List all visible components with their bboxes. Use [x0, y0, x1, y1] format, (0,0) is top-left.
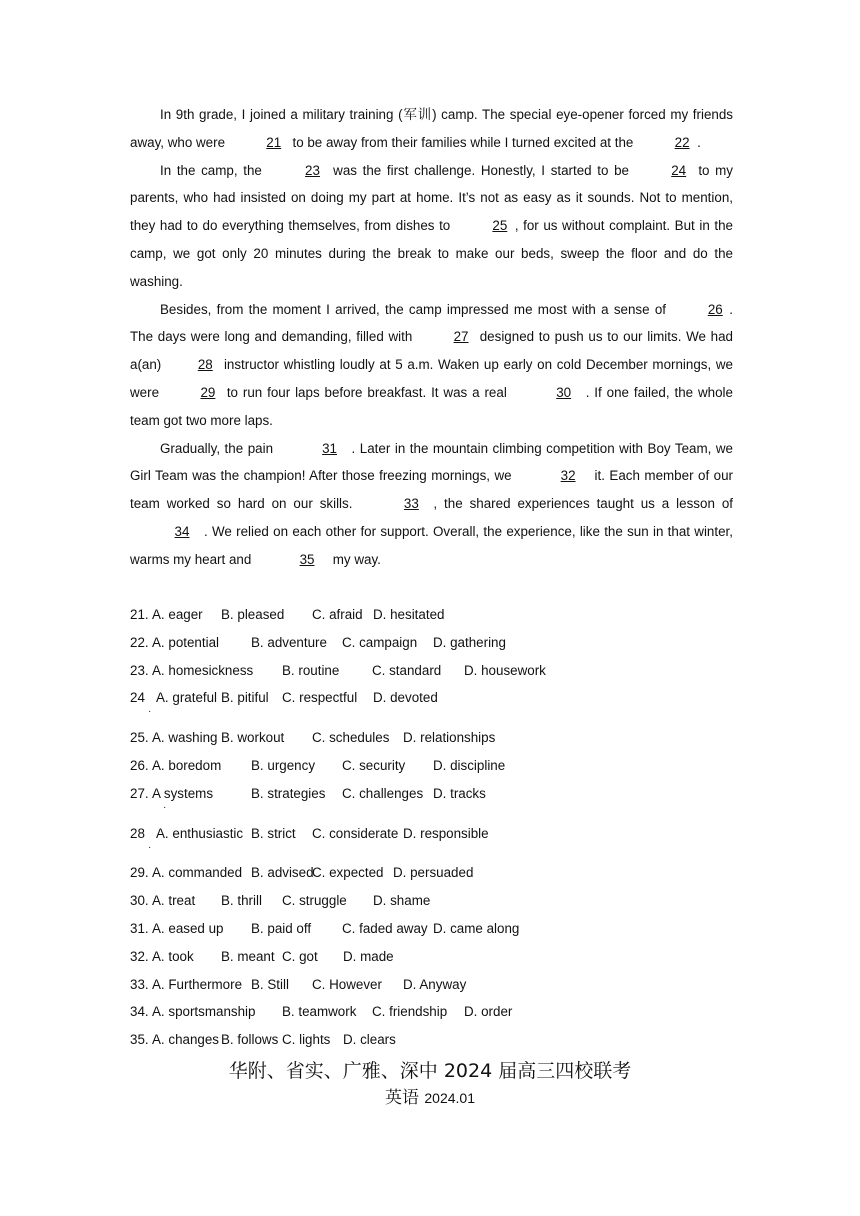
- option-a: A. commanded: [152, 865, 243, 881]
- question-number: 33.: [130, 976, 149, 992]
- blank-34: 34: [174, 523, 190, 539]
- option-a: A. potential: [152, 634, 219, 650]
- blank-32: 32: [560, 468, 576, 484]
- option-b: B. strict: [251, 825, 296, 841]
- option-a: A. took: [152, 948, 194, 964]
- option-c: C. considerate: [312, 825, 399, 841]
- options-list: [130, 601, 750, 1054]
- option-b: B. pleased: [221, 607, 285, 622]
- option-c: C. respectful: [282, 690, 358, 706]
- option-b: B. paid off: [251, 920, 312, 936]
- blank-23: 23: [305, 162, 320, 178]
- option-b: B. strategies: [251, 785, 326, 801]
- paragraph-1: [130, 101, 733, 157]
- question-27: [130, 780, 750, 820]
- text: . Later in the mountain climbing competition with Boy Team, we Girl Team was the champion! After those freezing mornings, we: [130, 440, 733, 484]
- option-c: C. security: [342, 757, 406, 773]
- question-34: [130, 998, 750, 1026]
- question-number: 32.: [130, 948, 149, 964]
- question-21: [130, 601, 750, 629]
- blank-21: 21: [266, 134, 282, 150]
- option-b: B. teamwork: [282, 1004, 357, 1020]
- option-d: D. hesitated: [373, 607, 445, 622]
- question-number: 23.: [130, 662, 149, 678]
- option-a: A. homesickness: [152, 662, 254, 678]
- option-d: D. Anyway: [403, 976, 467, 992]
- text: , the shared experiences taught us a lesson of: [433, 496, 733, 512]
- option-b: B. thrill: [221, 893, 262, 909]
- question-31: [130, 915, 750, 943]
- question-number: 30.: [130, 893, 149, 909]
- option-d: D. came along: [433, 920, 520, 936]
- question-number: 22.: [130, 634, 149, 650]
- text: Besides, from the moment I arrived, the camp impressed me most with a sense of: [160, 301, 672, 317]
- option-b: B. meant: [221, 948, 275, 964]
- option-c: C. expected: [312, 865, 384, 881]
- option-c: C. got: [282, 948, 318, 964]
- blank-24: 24: [671, 162, 687, 178]
- option-d: D. discipline: [433, 757, 506, 773]
- paragraph-2: [130, 157, 733, 296]
- option-c: C. standard: [372, 662, 442, 678]
- text: In the camp, the: [160, 162, 268, 178]
- option-d: D. order: [464, 1004, 513, 1020]
- question-number: 26.: [130, 757, 149, 773]
- question-number: 21.: [130, 607, 149, 622]
- option-b: B. Still: [251, 976, 289, 992]
- option-a: A. changes: [152, 1032, 219, 1048]
- question-number: 31.: [130, 920, 149, 936]
- option-a: A. treat: [152, 893, 196, 909]
- text: my way.: [329, 551, 381, 567]
- option-c: C. afraid: [312, 607, 363, 622]
- option-c: C. friendship: [372, 1004, 448, 1020]
- option-b: B. adventure: [251, 634, 327, 650]
- text: . We relied on each other for support. Overall, the experience, like the sun in that winter, warms my heart and: [130, 523, 733, 567]
- blank-29: 29: [200, 384, 216, 400]
- dot-mark: ·: [148, 706, 152, 718]
- question-28: [130, 820, 750, 860]
- option-a: A. enthusiastic: [156, 825, 244, 841]
- text: to run four laps before breakfast. It was a real: [221, 384, 512, 400]
- option-a: A. grateful: [156, 690, 218, 706]
- option-b: B. urgency: [251, 757, 316, 773]
- question-number: 27.: [130, 785, 149, 801]
- text: Gradually, the pain: [160, 440, 278, 456]
- option-a: A systems: [152, 785, 214, 801]
- text: . If one failed, the whole team got two more laps.: [130, 384, 733, 428]
- option-c: C. struggle: [282, 893, 347, 909]
- question-25: [130, 724, 750, 752]
- option-b: B. routine: [282, 662, 340, 678]
- option-b: B. pitiful: [221, 690, 269, 706]
- blank-26: 26: [707, 301, 723, 317]
- option-c: C. lights: [282, 1032, 331, 1048]
- option-a: A. eased up: [152, 920, 224, 936]
- option-d: D. housework: [464, 662, 546, 678]
- question-35: [130, 1026, 750, 1054]
- question-29: [130, 859, 750, 887]
- question-number: 35.: [130, 1032, 149, 1048]
- question-number: 29.: [130, 865, 149, 881]
- text: designed to push us to our limits. We had a(an): [130, 329, 734, 373]
- question-30: [130, 887, 750, 915]
- exam-subtitle: [0, 1086, 860, 1110]
- paragraph-3: [130, 296, 733, 435]
- text: was the first challenge. Honestly, I started to be: [327, 162, 635, 178]
- question-24: [130, 684, 750, 724]
- question-number: 28: [130, 825, 145, 841]
- option-c: C. faded away: [342, 920, 428, 936]
- option-c: C. challenges: [342, 785, 424, 801]
- blank-30: 30: [556, 384, 572, 400]
- text: it. Each member of our team worked so hard on our skills.: [130, 468, 733, 512]
- option-d: D. shame: [373, 893, 431, 909]
- question-26: [130, 752, 750, 780]
- blank-25: 25: [492, 218, 508, 234]
- option-b: B. advised: [251, 865, 314, 881]
- option-b: B. workout: [221, 730, 285, 746]
- blank-28: 28: [197, 357, 213, 373]
- blank-33: 33: [403, 496, 419, 512]
- option-d: D. responsible: [403, 825, 489, 841]
- option-b: B. follows: [221, 1032, 279, 1048]
- blank-27: 27: [453, 329, 469, 345]
- option-c: C. However: [312, 976, 382, 992]
- blank-22: 22: [674, 134, 690, 150]
- text: instructor whistling loudly at 5 a.m. Waken up early on cold December mornings, we were: [130, 357, 733, 400]
- exam-title: 华附、省实、广雅、深中 2024 届高三四校联考: [228, 1060, 632, 1082]
- text: In 9th grade, I joined a military training (军训) camp. The special eye-opener forced my friends away, who were: [130, 107, 733, 150]
- option-d: D. tracks: [433, 785, 486, 801]
- option-d: D. gathering: [433, 634, 506, 650]
- option-c: C. schedules: [312, 730, 390, 746]
- dot-mark: ·: [163, 801, 167, 813]
- option-d: D. devoted: [373, 690, 438, 706]
- option-a: A. eager: [152, 607, 203, 622]
- dot-mark: ·: [148, 841, 152, 853]
- text: , for us without complaint. But in the camp, we got only 20 minutes during the break to make our beds, sweep the floor and do the washing.: [130, 218, 733, 289]
- question-33: [130, 971, 750, 999]
- option-d: D. made: [343, 948, 394, 964]
- blank-31: 31: [322, 440, 337, 456]
- text: to be away from their families while I turned excited at the: [288, 134, 638, 150]
- option-a: A. Furthermore: [152, 976, 243, 992]
- question-32: [130, 943, 750, 971]
- subject-label: 英语: [384, 1088, 419, 1108]
- paragraph-4: [130, 435, 733, 574]
- option-a: A. washing: [152, 730, 218, 746]
- text: . The days were long and demanding, filled with: [130, 301, 733, 345]
- option-d: D. relationships: [403, 730, 496, 746]
- question-23: [130, 657, 750, 685]
- exam-date: 2024.01: [424, 1090, 475, 1106]
- option-c: C. campaign: [342, 634, 418, 650]
- blank-35: 35: [299, 551, 315, 567]
- question-number: 34.: [130, 1004, 149, 1020]
- option-d: D. clears: [343, 1032, 396, 1048]
- question-number: 24: [130, 690, 145, 706]
- option-a: A. boredom: [152, 757, 222, 773]
- question-number: 25.: [130, 730, 149, 746]
- text: .: [697, 134, 701, 150]
- option-d: D. persuaded: [393, 865, 474, 881]
- option-a: A. sportsmanship: [152, 1004, 256, 1020]
- cloze-passage: [130, 101, 733, 574]
- text: to my parents, who had insisted on doing my part at home. It’s not as easy as it sounds. Not to mention, they had to do everything themselves, from dishes to: [130, 162, 734, 234]
- question-22: [130, 629, 750, 657]
